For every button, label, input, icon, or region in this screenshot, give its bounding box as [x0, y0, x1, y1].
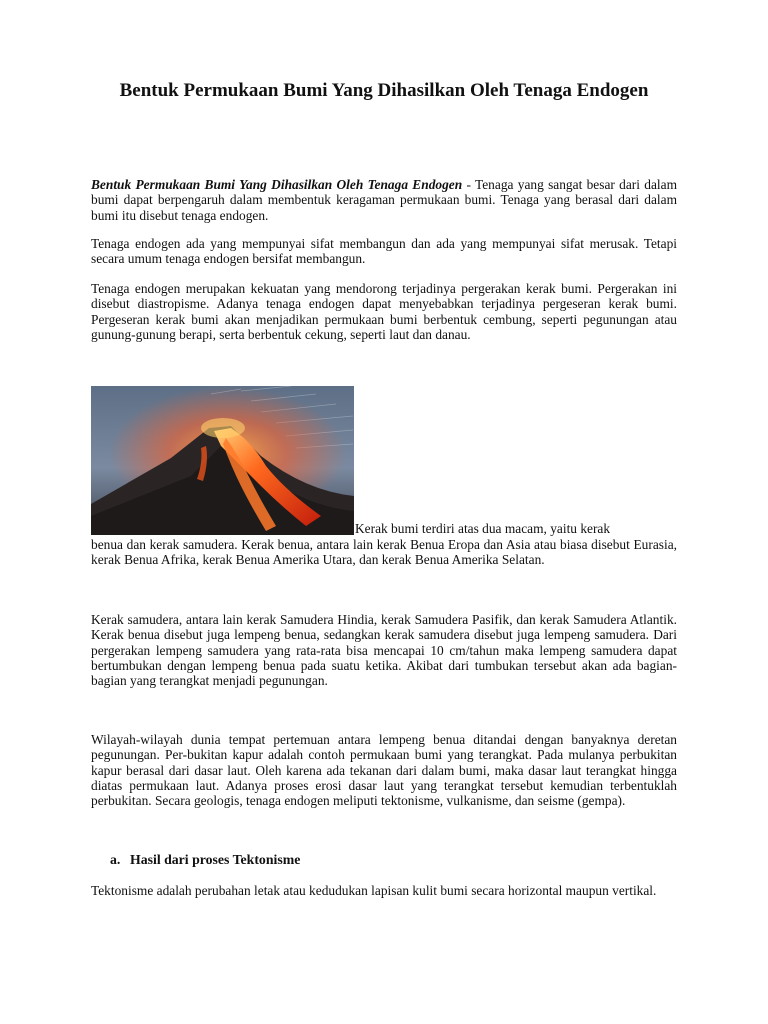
paragraph-6: Wilayah-wilayah dunia tempat pertemuan antara lempeng benua ditandai dengan banyaknya deretan pegunungan. Per-bukitan kapur adalah contoh permukaan bumi yang terangkat. Pada mulanya perbukitan kapur berasal dari dasar laut. Oleh karena ada tekanan dari dalam bumi, maka dasar laut terangkat hingga diatas permukaan laut. Adanya proses erosi dasar laut yang terangkat tersebut kemudian terbentuklah perbukitan. Secara geologis, tenaga endogen meliputi tektonisme, vulkanisme, dan seisme (gempa).: [91, 732, 677, 809]
paragraph-4: benua dan kerak samudera. Kerak benua, antara lain kerak Benua Eropa dan Asia atau biasa disebut Eurasia, kerak Benua Afrika, kerak Benua Amerika Utara, dan kerak Benua Amerika Selatan.: [91, 537, 677, 568]
paragraph-5: Kerak samudera, antara lain kerak Samudera Hindia, kerak Samudera Pasifik, dan kerak Samudera Atlantik. Kerak benua disebut juga lempeng benua, sedangkan kerak samudera disebut juga lempeng samudera. Dari pergerakan lempeng samudera yang rata-rata bisa mencapai 10 cm/tahun maka lempeng samudera dapat bertumbukan dengan lempeng benua pada suatu ketika. Akibat dari tumbukan tersebut akan ada bagian-bagian yang terangkat menjadi pegunungan.: [91, 612, 677, 689]
section-heading-a: [110, 852, 300, 868]
intro-lead-title: Bentuk Permukaan Bumi Yang Dihasilkan Oleh Tenaga Endogen: [91, 177, 463, 192]
paragraph-2: Tenaga endogen ada yang mempunyai sifat membangun dan ada yang mempunyai sifat merusak. Tetapi secara umum tenaga endogen bersifat membangun.: [91, 236, 677, 267]
volcano-image: [91, 386, 354, 535]
intro-text: - Tenaga yang sangat besar dari dalam bumi dapat berpengaruh dalam membentuk keragaman permukaan bumi. Tenaga yang berasal dari dalam bumi itu disebut tenaga endogen.: [91, 177, 677, 223]
intro-paragraph: [91, 177, 677, 223]
section-heading-text: Hasil dari proses Tektonisme: [130, 852, 301, 867]
paragraph-3: Tenaga endogen merupakan kekuatan yang mendorong terjadinya pergerakan kerak bumi. Pergerakan ini disebut diastropisme. Adanya tenaga endogen dapat menyebabkan terjadinya pergeseran kerak bumi. Pergeseran kerak bumi akan menjadikan permukaan bumi berbentuk cembung, seperti pegunungan atau gunung-gunung berapi, serta berbentuk cekung, seperti laut dan danau.: [91, 281, 677, 342]
paragraph-7: Tektonisme adalah perubahan letak atau kedudukan lapisan kulit bumi secara horizontal maupun vertikal.: [91, 883, 657, 898]
document-title: Bentuk Permukaan Bumi Yang Dihasilkan Oleh Tenaga Endogen: [119, 80, 649, 101]
list-marker: a.: [110, 852, 121, 867]
caption-first-line: Kerak bumi terdiri atas dua macam, yaitu kerak: [355, 521, 611, 536]
